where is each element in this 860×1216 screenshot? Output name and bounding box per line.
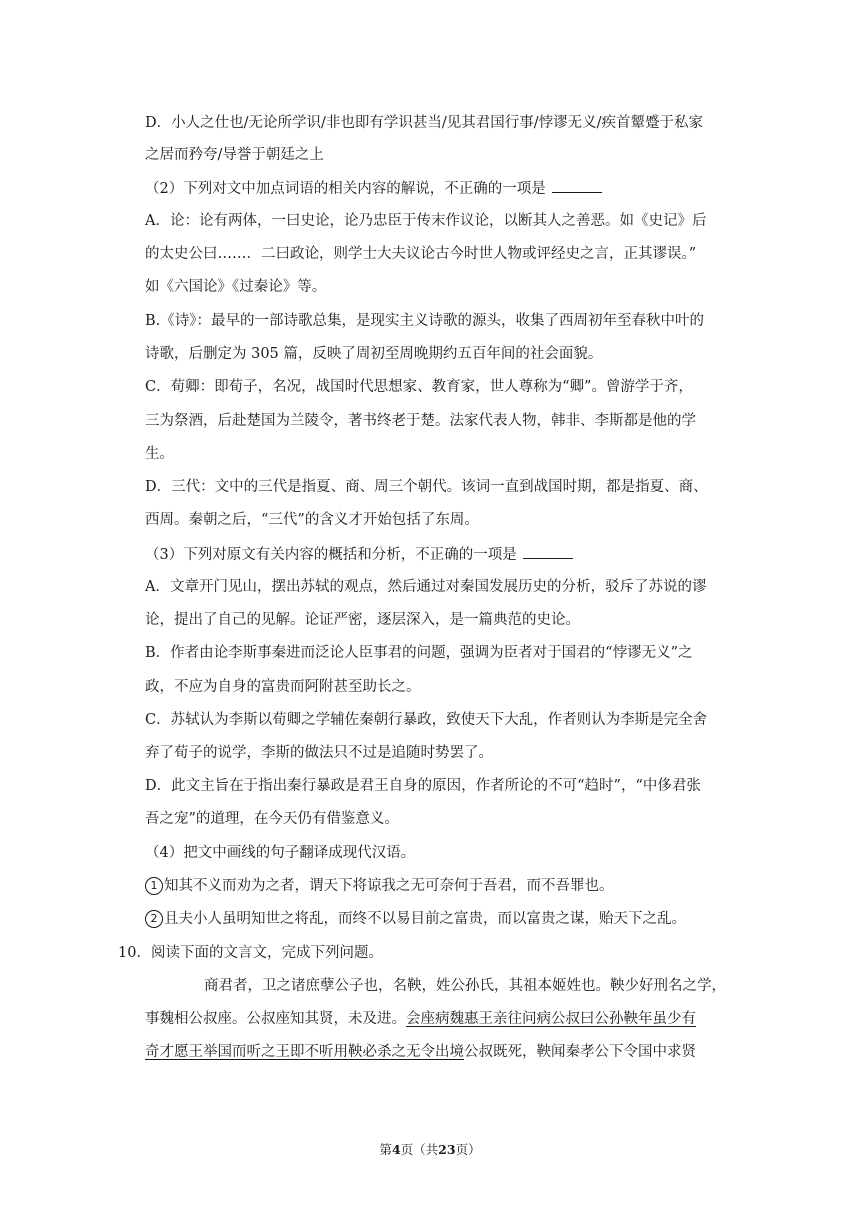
- question-3-stem: [145, 544, 573, 565]
- question-2-text: （2）下列对文中加点词语的相关内容的解说，不正确的一项是: [145, 181, 546, 197]
- option-d-line-2: 之居而矜夸/导誉于朝廷之上: [145, 147, 324, 163]
- q3-option-d-line-1: D．此文主旨在于指出秦行暴政是君王自身的原因，作者所论的不可“趋时”，“中侈君张: [145, 778, 701, 794]
- q2-option-d-line-1: D．三代：文中的三代是指夏、商、周三个朝代。该词一直到战国时期，都是指夏、商、: [145, 479, 708, 495]
- q3-option-b-line-1: B．作者由论李斯事秦进而泛论人臣事君的问题，强调为臣者对于国君的“悖谬无义”之: [145, 645, 693, 661]
- circled-number-2: 2: [145, 910, 163, 928]
- q2-option-a-line-2: 的太史公曰……．二曰政论，则学士大夫议论古今时世人物或评经史之言，正其谬误。”: [145, 246, 697, 262]
- total-page-count: 23: [438, 1142, 456, 1157]
- q2-option-d-line-2: 西周。秦朝之后，“三代”的含义才开始包括了东周。: [145, 512, 479, 528]
- question-10-heading: 10．阅读下面的文言文，完成下列问题。: [118, 945, 383, 961]
- question-2-stem: [145, 178, 602, 199]
- q3-option-a-line-1: A．文章开门见山，摆出苏轼的观点，然后通过对秦国发展历史的分析，驳斥了苏说的谬: [145, 579, 707, 595]
- q2-option-b-line-1: B.《诗》：最早的一部诗歌总集，是现实主义诗歌的源头，收集了西周初年至春秋中叶的: [145, 313, 705, 329]
- footer-prefix: 第: [379, 1142, 392, 1157]
- footer-suffix: 页）: [455, 1142, 481, 1157]
- question-4-stem: （4）把文中画线的句子翻译成现代汉语。: [145, 845, 416, 861]
- q2-option-c-line-2: 三为祭酒，后赴楚国为兰陵令，著书终老于楚。法家代表人物，韩非、李斯都是他的学: [145, 413, 696, 429]
- q3-option-a-line-2: 论，提出了自己的见解。论证严密，逐层深入，是一篇典范的史论。: [145, 612, 580, 628]
- q4-sentence-1: [145, 876, 614, 896]
- q2-option-a-line-3: 如《六国论》《过秦论》等。: [145, 279, 327, 295]
- q3-option-b-line-2: 政，不应为自身的富贵而阿附甚至助长之。: [145, 679, 421, 695]
- q3-option-d-line-2: 吾之宠”的道理，在今天仍有借鉴意义。: [145, 811, 399, 827]
- passage-line-3: [145, 1042, 696, 1062]
- passage-line-3-plain: 公叔既死，鞅闻秦孝公下令国中求贤: [464, 1044, 696, 1060]
- q2-option-c-line-3: 生。: [145, 446, 174, 462]
- q4-sentence-2: [145, 909, 686, 929]
- q3-option-c-line-1: C．苏轼认为李斯以荀卿之学辅佐秦朝行暴政，致使天下大乱，作者则认为李斯是完全舍: [145, 712, 708, 728]
- passage-line-2: [145, 1009, 696, 1029]
- q2-option-b-line-2: 诗歌，后删定为 305 篇，反映了周初至周晚期约五百年间的社会面貌。: [145, 346, 603, 362]
- underlined-sentence-part-1: 会座病魏惠王亲往问病公叔曰公孙鞅年虽少有: [406, 1011, 696, 1027]
- answer-blank: [523, 544, 573, 559]
- circled-number-1: 1: [145, 877, 163, 895]
- option-d-line-1: D．小人之仕也/无论所学识/非也即有学识甚当/见其君国行事/悖谬无义/疾首颦蹙于私家: [145, 115, 704, 131]
- page-footer: [0, 1140, 860, 1158]
- q4-sentence-2-text: 且夫小人虽明知世之将乱，而终不以易目前之富贵，而以富贵之谋，贻天下之乱。: [164, 911, 686, 927]
- current-page-number: 4: [391, 1142, 401, 1157]
- q2-option-a-line-1: A．论：论有两体，一曰史论，论乃忠臣于传末作议论，以断其人之善恶。如《史记》后: [145, 213, 707, 229]
- underlined-sentence-part-2: 奇才愿王举国而听之王即不听用鞅必杀之无令出境: [145, 1044, 464, 1060]
- footer-middle: 页（共: [400, 1142, 439, 1157]
- passage-line-1: 商君者，卫之诸庶孽公子也，名鞅，姓公孙氏，其祖本姬姓也。鞅少好刑名之学，: [204, 978, 726, 994]
- q3-option-c-line-2: 弃了荀子的说学，李斯的做法只不过是追随时势罢了。: [145, 745, 493, 761]
- q4-sentence-1-text: 知其不义而劝为之者，谓天下将谅我之无可奈何于吾君，而不吾罪也。: [164, 878, 614, 894]
- answer-blank: [552, 178, 602, 193]
- q2-option-c-line-1: C．荀卿：即荀子，名况，战国时代思想家、教育家，世人尊称为“卿”。曾游学于齐，: [145, 379, 693, 395]
- passage-line-2-plain: 事魏相公叔座。公叔座知其贤，未及进。: [145, 1011, 406, 1027]
- question-3-text: （3）下列对原文有关内容的概括和分析，不正确的一项是: [145, 547, 517, 563]
